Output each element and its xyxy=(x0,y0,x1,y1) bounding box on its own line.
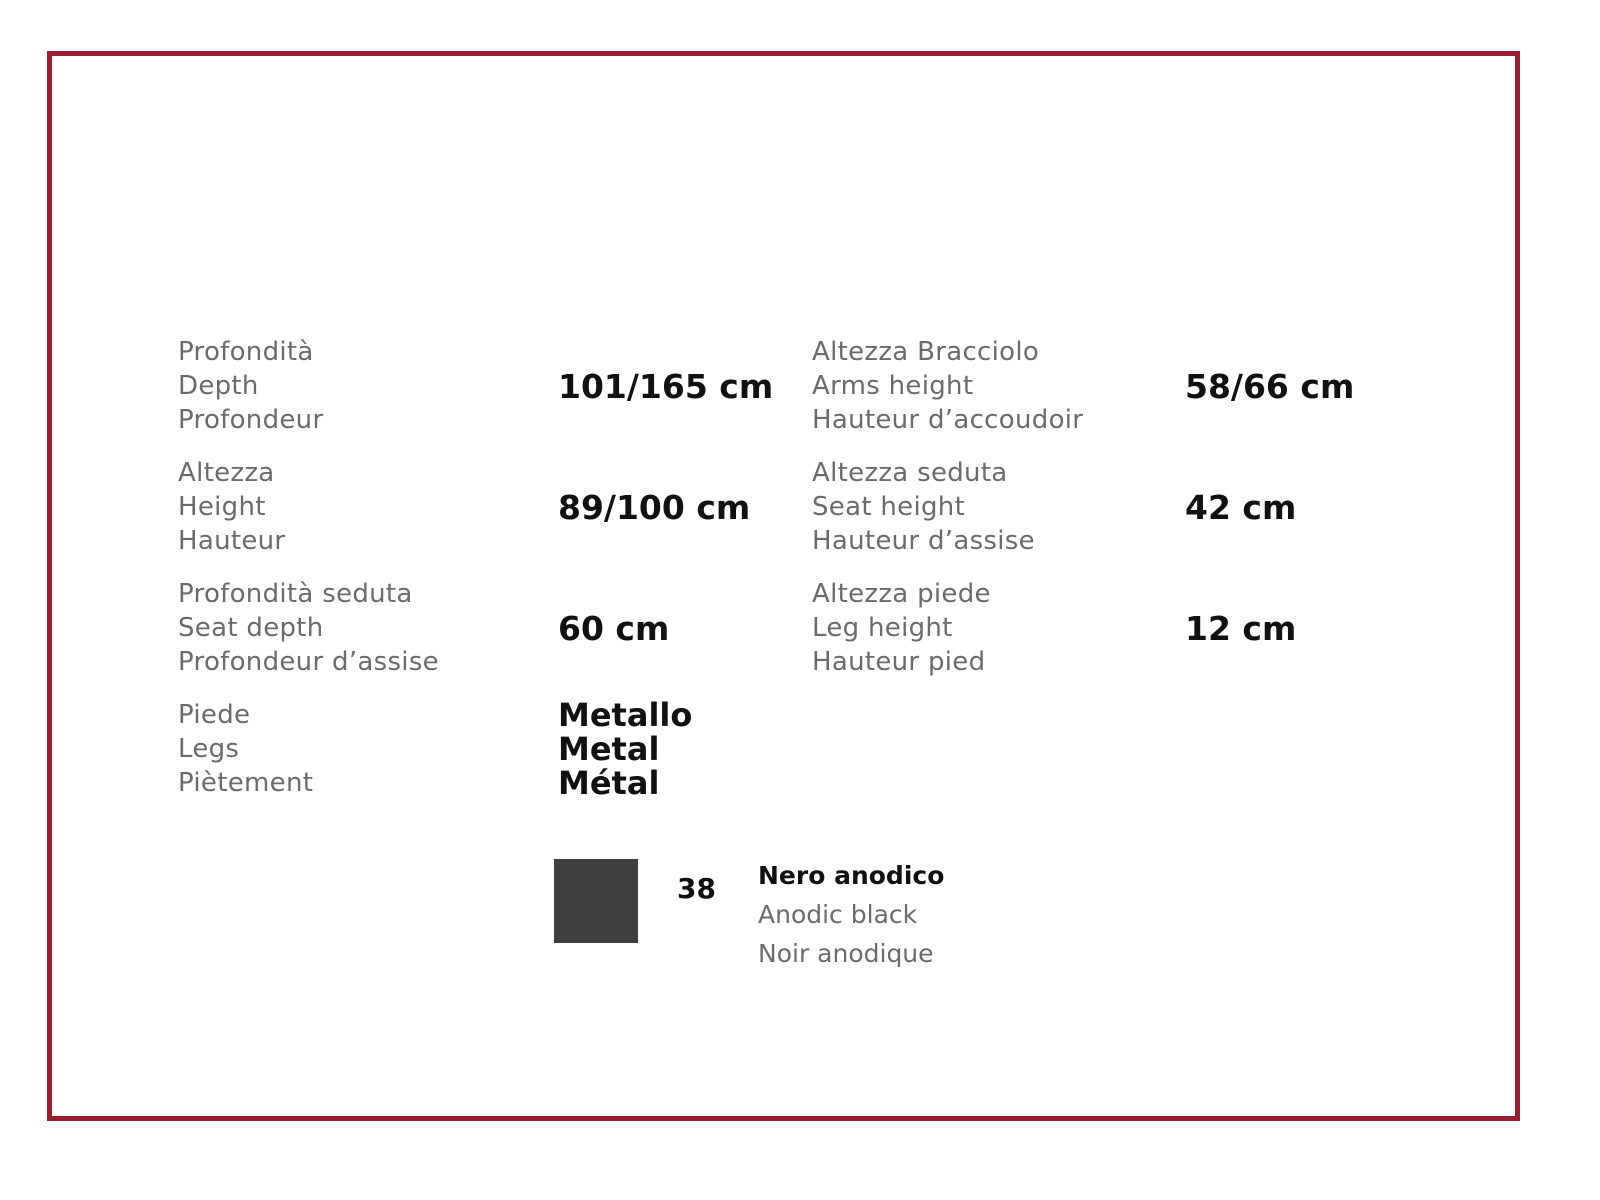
legs-material-value xyxy=(558,698,692,800)
finish-name-it: Nero anodico xyxy=(758,861,945,890)
arms-height-label-en: Arms height xyxy=(812,371,974,401)
legs-label xyxy=(178,698,313,800)
arms-height-label-fr: Hauteur d’accoudoir xyxy=(812,405,1084,435)
seat-height-label xyxy=(812,456,1035,558)
seat-height-label-en: Seat height xyxy=(812,492,966,522)
leg-height-label xyxy=(812,577,991,679)
seat-depth-label-it: Profondità seduta xyxy=(178,579,413,609)
height-label-it: Altezza xyxy=(178,458,275,488)
leg-height-label-fr: Hauteur pied xyxy=(812,647,986,677)
legs-label-en: Legs xyxy=(178,734,240,764)
seat-depth-label-fr: Profondeur d’assise xyxy=(178,647,439,677)
seat-height-label-fr: Hauteur d’assise xyxy=(812,526,1035,556)
height-label xyxy=(178,456,285,558)
depth-label xyxy=(178,335,323,437)
arms-height-label xyxy=(812,335,1083,437)
leg-height-label-it: Altezza piede xyxy=(812,579,991,609)
seat-height-value: 42 cm xyxy=(1185,488,1297,527)
legs-label-fr: Piètement xyxy=(178,768,314,798)
arms-height-value: 58/66 cm xyxy=(1185,367,1355,406)
seat-height-label-it: Altezza seduta xyxy=(812,458,1008,488)
seat-depth-label-en: Seat depth xyxy=(178,613,324,643)
legs-label-it: Piede xyxy=(178,700,251,730)
legs-material-fr: Métal xyxy=(558,764,660,802)
depth-label-en: Depth xyxy=(178,371,259,401)
seat-depth-label xyxy=(178,577,439,679)
depth-label-fr: Profondeur xyxy=(178,405,324,435)
legs-material-en: Metal xyxy=(558,730,660,768)
finish-name-en: Anodic black xyxy=(758,900,918,929)
height-label-en: Height xyxy=(178,492,266,522)
leg-height-value: 12 cm xyxy=(1185,609,1297,648)
depth-label-it: Profondità xyxy=(178,337,314,367)
seat-depth-value: 60 cm xyxy=(558,609,670,648)
finish-name-fr: Noir anodique xyxy=(758,939,934,968)
height-value: 89/100 cm xyxy=(558,488,751,527)
finish-names xyxy=(758,856,944,973)
finish-code: 38 xyxy=(677,872,716,905)
arms-height-label-it: Altezza Bracciolo xyxy=(812,337,1040,367)
height-label-fr: Hauteur xyxy=(178,526,286,556)
depth-value: 101/165 cm xyxy=(558,367,774,406)
finish-color-swatch xyxy=(554,859,638,943)
legs-material-it: Metallo xyxy=(558,696,693,734)
leg-height-label-en: Leg height xyxy=(812,613,953,643)
